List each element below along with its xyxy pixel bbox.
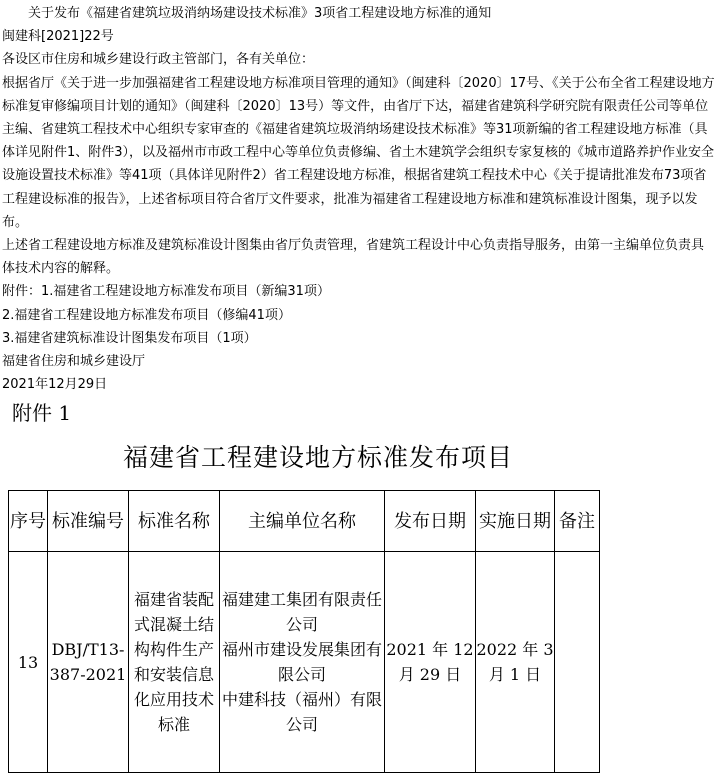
table-row	[9, 552, 600, 773]
issue-date: 2021年12月29日	[2, 377, 108, 393]
cell-units	[220, 552, 385, 773]
table-title: 福建省工程建设地方标准发布项目	[122, 443, 513, 472]
document-number: 闽建科[2021]22号	[2, 29, 114, 45]
cell-effective-date: 2022 年 3 月 1 日	[476, 552, 555, 773]
issuer: 福建省住房和城乡建设厅	[2, 354, 146, 370]
recipients: 各设区市住房和城乡建设行政主管部门，各有关单位：	[2, 52, 315, 68]
header-seq: 序号	[9, 491, 48, 552]
cell-publish-date: 2021 年 12 月 29 日	[385, 552, 476, 773]
unit-3: 中建科技（福州）有限公司	[221, 690, 382, 734]
cell-seq: 13	[9, 552, 48, 773]
header-note: 备注	[555, 491, 600, 552]
notice-title: 关于发布《福建省建筑垃圾消纳场建设技术标准》3项省工程建设地方标准的通知	[28, 6, 492, 21]
table-header-row	[9, 491, 600, 552]
cell-name: 福建省装配式混凝土结构构件生产和安装信息化应用技术标准	[129, 552, 220, 773]
header-name: 标准名称	[129, 491, 220, 552]
standards-table	[8, 490, 600, 773]
cell-note	[555, 552, 600, 773]
attachment-item-3: 3.福建省建筑标准设计图集发布项目（1项）	[2, 330, 257, 346]
attachment-item-2: 2.福建省工程建设地方标准发布项目（修编41项）	[2, 307, 291, 323]
body-paragraph-1: 根据省厅《关于进一步加强福建省工程建设地方标准项目管理的通知》（闽建科〔2020〕17号、《关于公布全省工程建设地方标准复审修编项目计划的通知》（闽建科〔2020〕13号）等文件，由省厅下达，福建省建筑科学研究院有限责任公司等单位主编、省建筑工程技术中心组织专家审查的《福建省建筑垃圾消纳场建设技术标准》等31项新编的省工程建设地方标准（具体详见附件1、附件3），以及福州市市政工程中心等单位负责修编、省土木建筑学会组织专家复核的《城市道路养护作业安全设施设置技术标准》等41项（具体详见附件2）省工程建设地方标准，根据省建筑工程技术中心《关于提请批准发布73项省工程建设标准的报告》，上述省标项目符合省厅文件要求，批准为福建省工程建设地方标准和建筑标准设计图集，现予以发布。	[2, 75, 715, 230]
header-effective-date: 实施日期	[476, 491, 555, 552]
header-code: 标准编号	[48, 491, 129, 552]
unit-1: 福建建工集团有限责任公司	[221, 590, 382, 634]
header-unit: 主编单位名称	[220, 491, 385, 552]
unit-2: 福州市建设发展集团有限公司	[221, 640, 382, 684]
header-publish-date: 发布日期	[385, 491, 476, 552]
attachment-item-1: 附件：1.福建省工程建设地方标准发布项目（新编31项）	[2, 284, 330, 300]
annex-label: 附件 1	[12, 401, 72, 425]
cell-code: DBJ/T13-387-2021	[48, 552, 129, 773]
notice-text	[2, 2, 716, 396]
body-paragraph-2: 上述省工程建设地方标准及建筑标准设计图集由省厅负责管理，省建筑工程设计中心负责指导服务，由第一主编单位负责具体技术内容的解释。	[2, 238, 705, 277]
